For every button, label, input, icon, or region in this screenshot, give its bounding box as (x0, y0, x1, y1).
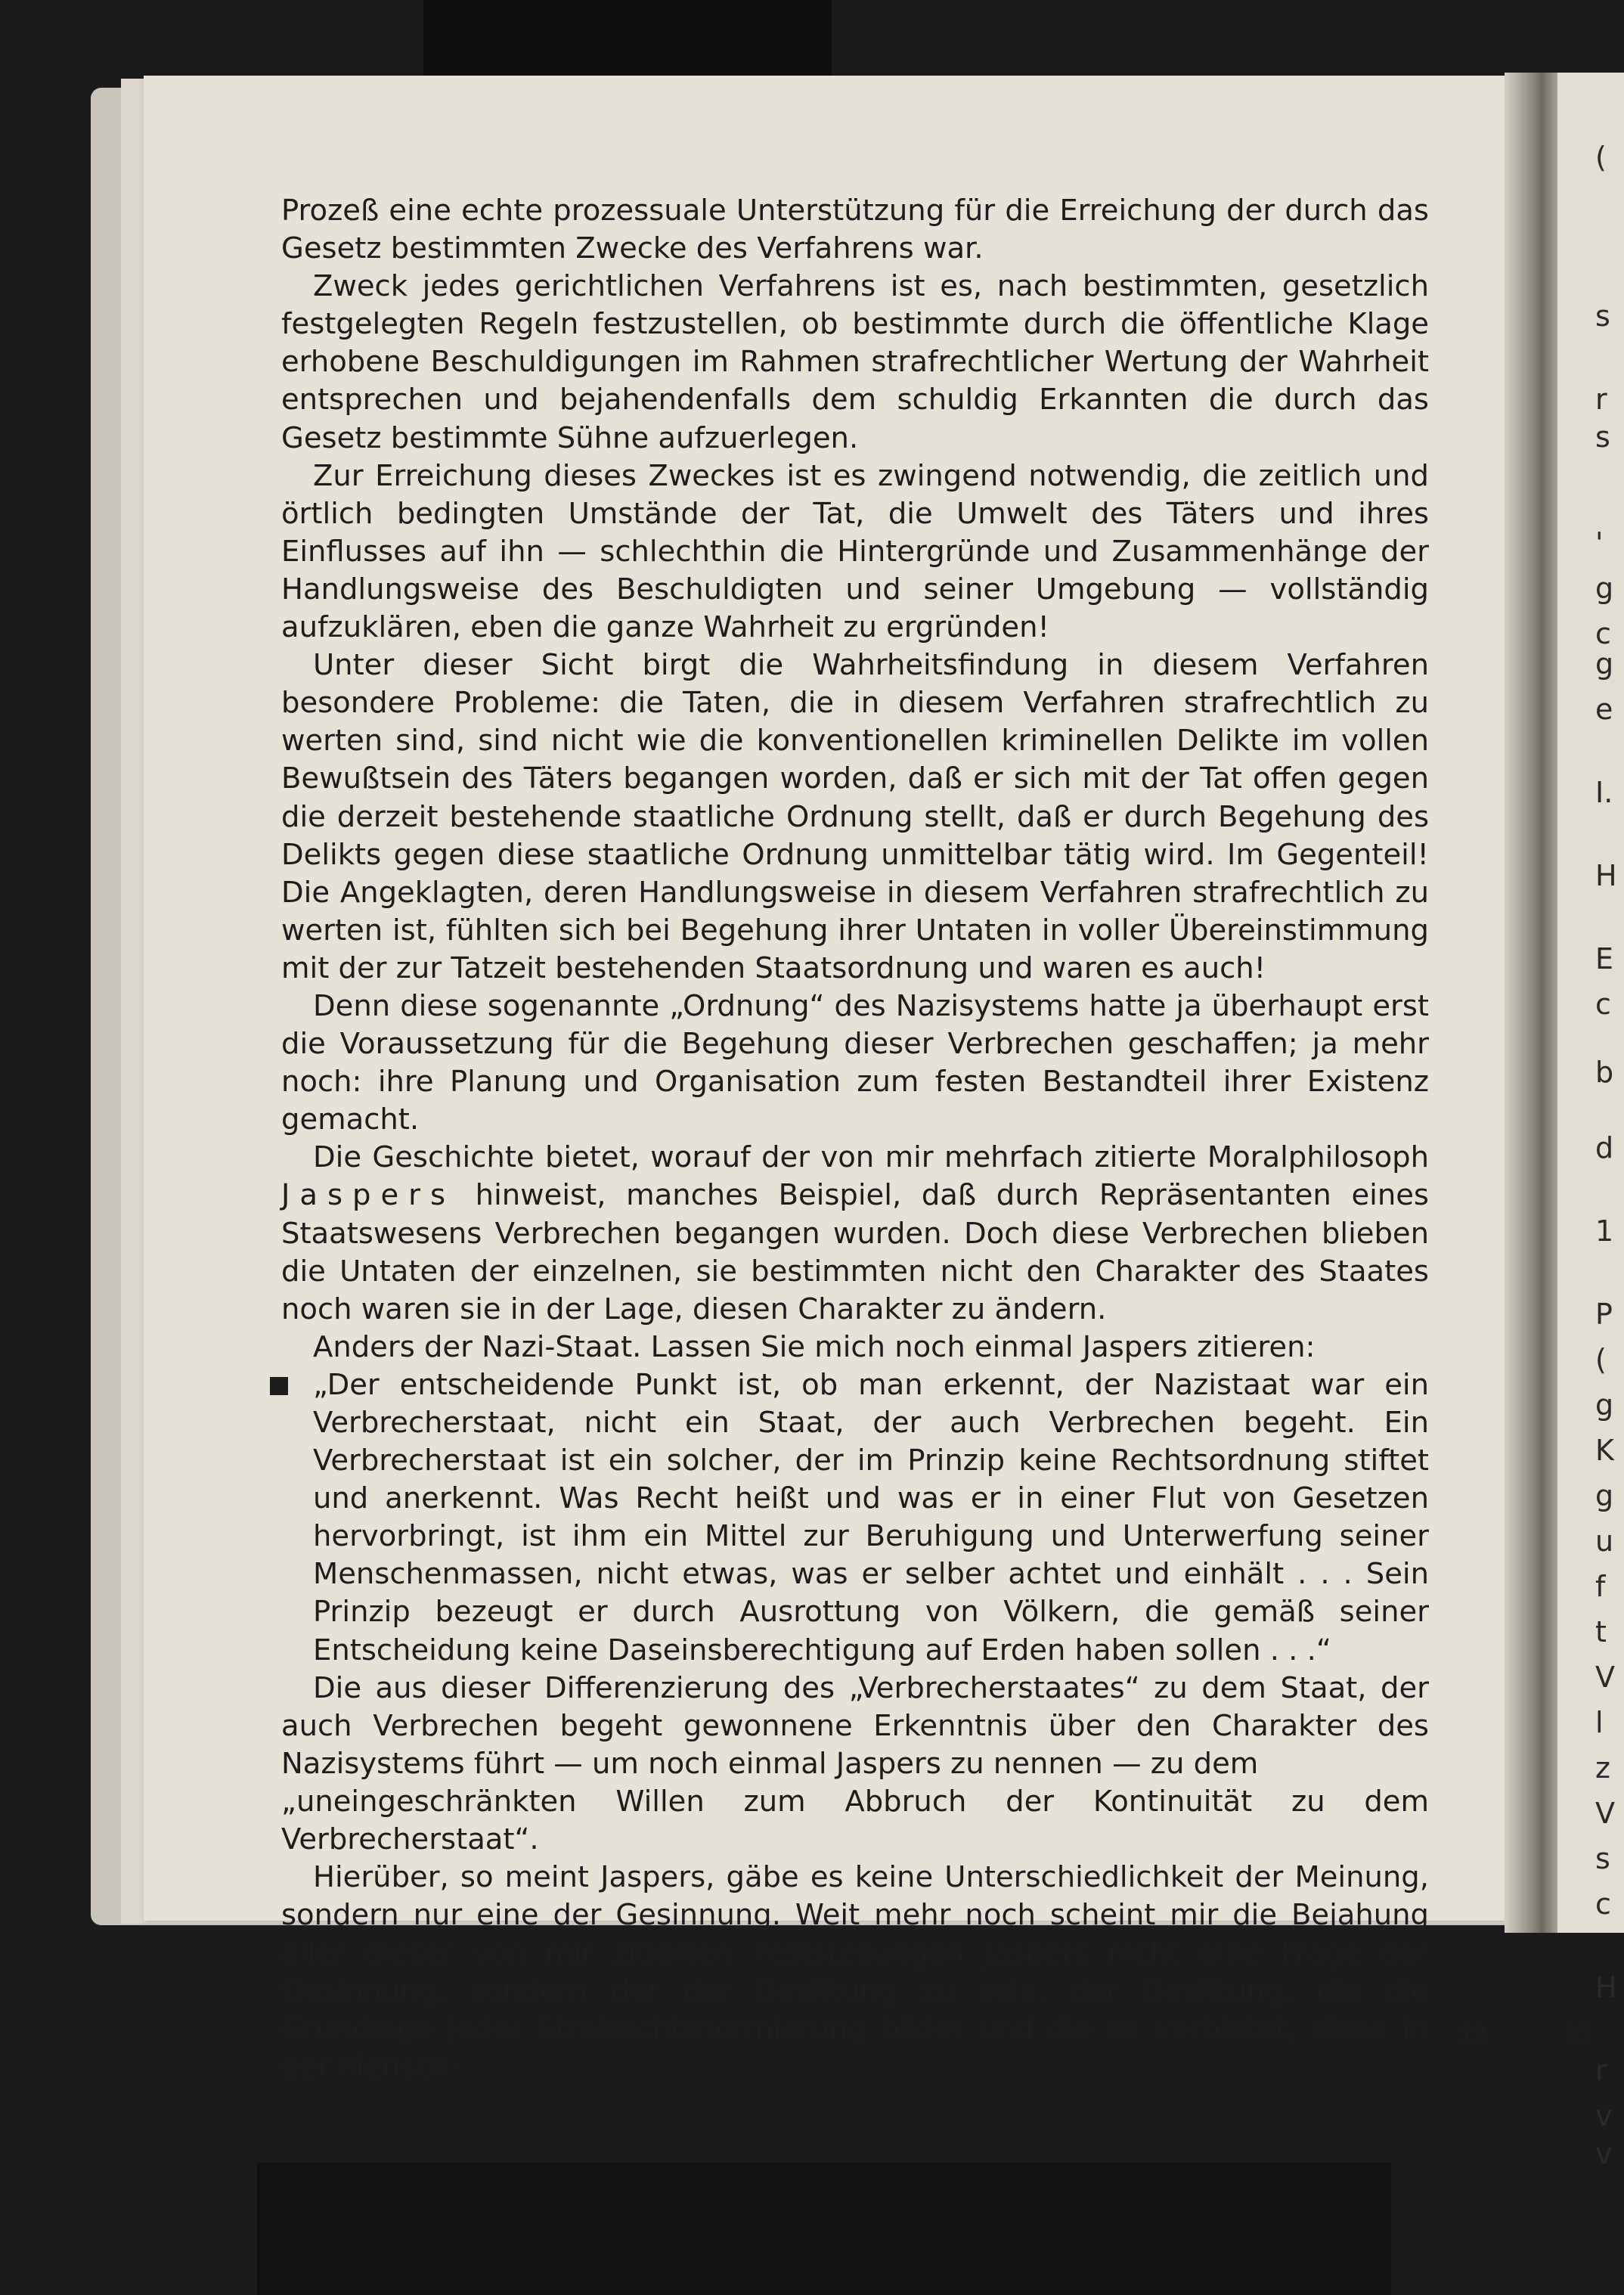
right-page-text-fragment: l (1595, 1706, 1604, 1739)
jaspers-name-spaced: Jaspers (281, 1178, 456, 1213)
differentiation-paragraph: Die aus dieser Differenzierung des „Verbrecherstaates“ zu dem Staat, der auch Verbrechen begeht gewonnene Erkenntnis über den Charakter des Nazisystems führt — um noch einmal Jaspers zu nennen — zu dem (281, 1670, 1429, 1781)
right-page-text-fragment: u (1595, 1524, 1614, 1558)
right-page-text-fragment: v (1595, 2099, 1613, 2132)
right-page-text-fragment: f (1595, 1570, 1606, 1603)
book-gutter (1505, 73, 1557, 1933)
right-page-text-fragment: I. (1595, 776, 1613, 809)
right-page-text-fragment: g (1595, 1388, 1614, 1422)
right-page-text-fragment: 1 (1595, 1214, 1614, 1248)
right-page-text-fragment: ' (1595, 526, 1604, 560)
right-page-text-fragment: E (1595, 942, 1614, 975)
paragraph-3: Zur Erreichung dieses Zweckes ist es zwingend notwendig, die zeitlich und örtlich bedingten Umstände der Tat, die Umwelt des Täters und ihres Einflusses auf ihn — schlechthin die Hintergründe und Zusammenhänge der Handlungsweise des Beschuldigten und seiner Umgebung — vollständig aufzuklären, eben die ganze Wahrheit zu ergründen! (281, 458, 1429, 645)
indented-quote: „uneingeschränkten Willen zum Abbruch der Kontinuität zu dem Verbrecherstaat“. (281, 1784, 1429, 1857)
paragraph-1: Prozeß eine echte prozessuale Unterstützung für die Erreichung der durch das Gesetz bestimmten Zwecke des Verfahrens war. (281, 194, 1429, 266)
final-paragraph: Hierüber, so meint Jaspers, gäbe es keine Unterschiedlichkeit der Meinung, sondern nur eine der Gesinnung. Weit mehr noch scheint mir die Bejahung aller dieser von mir zitierten Feststellungen Jaspers nicht eine Frage der Gesinnung, sondern der der Gesittung zu sein, der Gesittung, die die Grundlage jeder Strafrechtsnormierung bildet und die es verbietet, diese in der Mensch- (281, 1860, 1429, 2084)
right-page-text-fragment: H (1595, 1971, 1617, 2004)
right-page-text-fragment: K (1595, 1434, 1614, 1467)
right-page-text-fragment: d (1595, 1131, 1614, 1165)
jaspers-after: hinweist, manches Beispiel, daß durch Repräsentanten eines Staatswesens Verbrechen begangen wurden. Doch diese Verbrechen blieben die Untaten der einzelnen, sie bestimmten nicht den Charakter des Staates noch waren sie in der Lage, diesen Charakter zu ändern. (281, 1178, 1429, 1326)
right-page-text-fragment: s (1595, 299, 1610, 333)
paragraph-jaspers (281, 1139, 1429, 1328)
right-page-text-fragment: c (1595, 1887, 1611, 1921)
right-page-text-fragment: e (1595, 693, 1613, 726)
right-page-text-fragment: r (1595, 2054, 1607, 2087)
right-page-text-fragment: ( (1595, 1343, 1607, 1376)
right-page-text-fragment: s (1595, 1842, 1610, 1875)
right-page-text-fragment: V (1595, 1661, 1615, 1694)
jaspers-before: Die Geschichte bietet, worauf der von mir mehrfach zitierte Moralphilosoph (313, 1140, 1429, 1175)
right-page-number: 13 (1565, 2019, 1592, 2052)
right-page-text-fragment: t (1595, 1615, 1607, 1648)
paragraph-2: Zweck jedes gerichtlichen Verfahrens ist es, nach bestimmten, gesetzlich festgelegten Regeln festzustellen, ob bestimmte durch die öffentliche Klage erhobene Beschuldigungen im Rahmen strafrechtlicher Wertung der Wahrheit entsprechen und bejahendenfalls dem schuldig Erkannten die durch das Gesetz bestimmte Sühne aufzuerlegen. (281, 269, 1429, 455)
right-page-text-fragment: g (1595, 572, 1614, 605)
block-quote-text: „Der entscheidende Punkt ist, ob man erkennt, der Nazistaat war ein Verbrecherstaat, nicht ein Staat, der auch Verbrechen begeht. Ein Verbrecherstaat ist ein solcher, der im Prinzip keine Rechtsordnung stiftet und anerkennt. Was Recht heißt und was er in einer Flut von Gesetzen hervorbringt, ist ihm ein Mittel zur Beruhigung und Unterwerfung seiner Menschenmassen, nicht etwas, was er selber achtet und einhält . . . Sein Prinzip bezeugt er durch Ausrottung von Völkern, die gemäß seiner Entscheidung keine Daseinsberechtigung auf Erden haben sollen . . .“ (313, 1367, 1429, 1667)
quote-intro: Anders der Nazi-Staat. Lassen Sie mich noch einmal Jaspers zitieren: (313, 1329, 1316, 1364)
block-quote (313, 1366, 1429, 1670)
paragraph-4: Unter dieser Sicht birgt die Wahrheitsfindung in diesem Verfahren besondere Probleme: die Taten, die in diesem Verfahren strafrechtlich zu werten sind, sind nicht wie die konventionellen kriminellen Delikte im vollen Bewußtsein des Täters begangen worden, daß er sich mit der Tat offen gegen die derzeit bestehende staatliche Ordnung stellt, daß er durch Begehung des Delikts gegen diese staatliche Ordnung unmittelbar tätig wird. Im Gegenteil! Die Angeklagten, deren Handlungsweise in diesem Verfahren strafrechtlich zu werten ist, fühlten sich bei Begehung ihrer Untaten in voller Übereinstimmung mit der zur Tatzeit bestehenden Staatsordnung und waren es auch! (281, 648, 1429, 985)
right-page-text-fragment: ( (1595, 141, 1607, 174)
right-page-text-fragment: b (1595, 1056, 1614, 1089)
right-page-text-fragment: s (1595, 420, 1610, 454)
square-bullet-icon (270, 1377, 288, 1395)
right-page-text-fragment: P (1595, 1298, 1613, 1331)
right-page-text-fragment: v (1595, 2137, 1613, 2170)
right-page-text-fragment: z (1595, 1751, 1610, 1785)
right-page-text-fragment: H (1595, 859, 1617, 892)
right-page-text-fragment: g (1595, 1479, 1614, 1512)
page-body-text (281, 192, 1429, 2086)
backdrop-bottom (257, 2163, 1391, 2295)
right-page-text-fragment: c (1595, 617, 1611, 650)
right-page-text-fragment: r (1595, 383, 1607, 416)
right-page-text-fragment: V (1595, 1797, 1615, 1830)
paragraph-5: Denn diese sogenannte „Ordnung“ des Nazisystems hatte ja überhaupt erst die Voraussetzung für die Begehung dieser Verbrechen geschaffen; ja mehr noch: ihre Planung und Organisation zum festen Bestandteil ihrer Existenz gemacht. (281, 988, 1429, 1137)
right-page-text-fragment: g (1595, 647, 1614, 681)
right-page-text-fragment: c (1595, 988, 1611, 1021)
page-number: 12 (1459, 2019, 1486, 2052)
